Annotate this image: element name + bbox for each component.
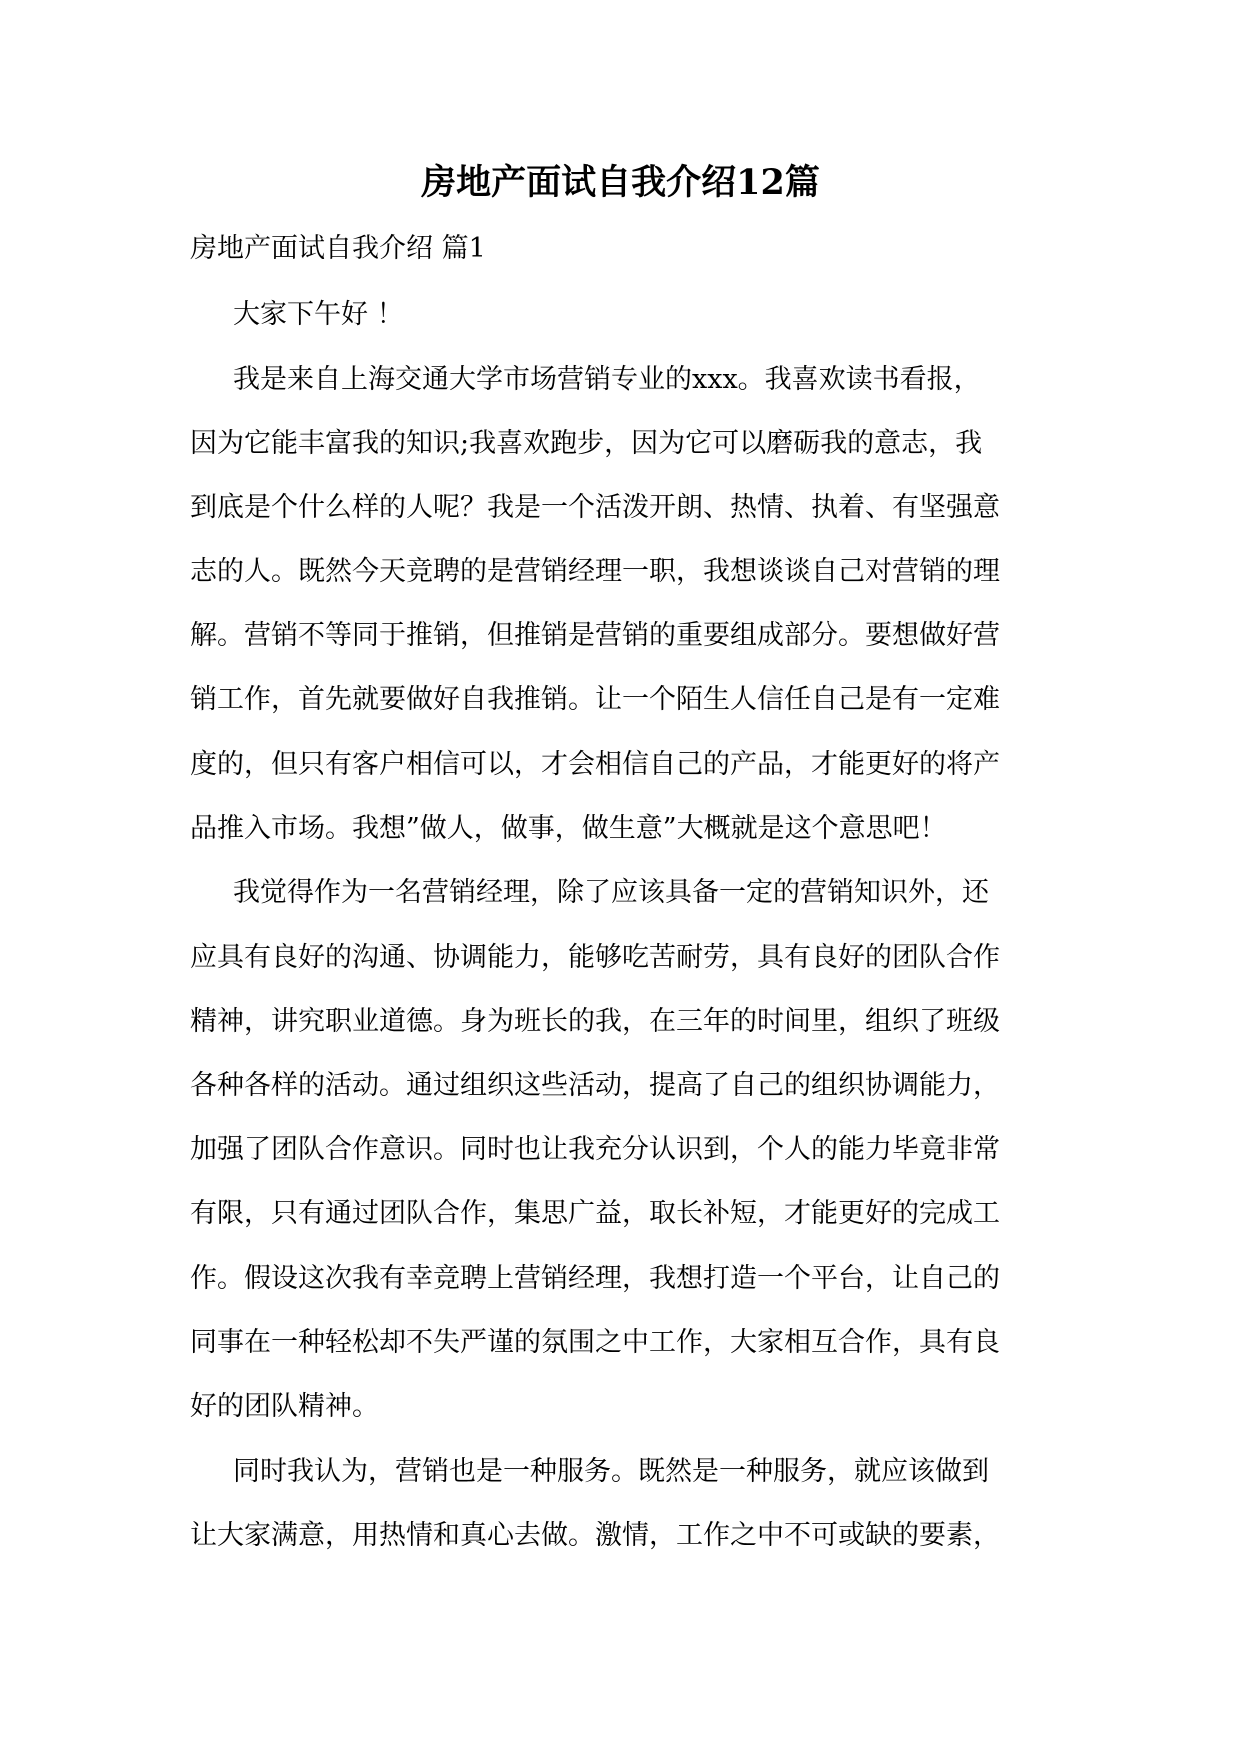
paragraph-line: 应具有良好的沟通、协调能力，能够吃苦耐劳，具有良好的团队合作 <box>190 942 1000 973</box>
paragraph-line: 解。营销不等同于推销，但推销是营销的重要组成部分。要想做好营 <box>190 620 1000 651</box>
paragraph-line: 同时我认为，营销也是一种服务。既然是一种服务，就应该做到 <box>233 1456 989 1487</box>
paragraph-line: 同事在一种轻松却不失严谨的氛围之中工作，大家相互合作，具有良 <box>190 1327 1000 1358</box>
paragraph-line: 品推入市场。我想”做人，做事，做生意”大概就是这个意思吧！ <box>190 813 947 844</box>
document-title: 房地产面试自我介绍12篇 <box>421 162 820 203</box>
paragraph-line: 精神，讲究职业道德。身为班长的我，在三年的时间里，组织了班级 <box>190 1006 1000 1037</box>
paragraph-line: 好的团队精神。 <box>190 1391 379 1422</box>
paragraph-line: 销工作，首先就要做好自我推销。让一个陌生人信任自己是有一定难 <box>190 684 1000 715</box>
section-heading: 房地产面试自我介绍 篇1 <box>190 233 486 264</box>
paragraph-line: 我是来自上海交通大学市场营销专业的xxx。我喜欢读书看报， <box>233 364 981 395</box>
paragraph-line: 度的，但只有客户相信可以，才会相信自己的产品，才能更好的将产 <box>190 749 1000 780</box>
paragraph-line: 到底是个什么样的人呢？我是一个活泼开朗、热情、执着、有坚强意 <box>190 492 1000 523</box>
paragraph-line: 有限，只有通过团队合作，集思广益，取长补短，才能更好的完成工 <box>190 1198 1000 1229</box>
paragraph-line: 作。假设这次我有幸竞聘上营销经理，我想打造一个平台，让自己的 <box>190 1263 1000 1294</box>
paragraph-line: 因为它能丰富我的知识;我喜欢跑步，因为它可以磨砺我的意志，我 <box>190 428 983 459</box>
paragraph-line: 志的人。既然今天竞聘的是营销经理一职，我想谈谈自己对营销的理 <box>190 556 1000 587</box>
paragraph-line: 我觉得作为一名营销经理，除了应该具备一定的营销知识外，还 <box>233 877 989 908</box>
paragraph-line: 加强了团队合作意识。同时也让我充分认识到，个人的能力毕竟非常 <box>190 1134 1000 1165</box>
paragraph-line: 各种各样的活动。通过组织这些活动，提高了自己的组织协调能力， <box>190 1070 1000 1101</box>
paragraph-line: 让大家满意，用热情和真心去做。激情，工作之中不可或缺的要素， <box>190 1520 1000 1551</box>
greeting-line: 大家下午好 ！ <box>233 299 404 330</box>
